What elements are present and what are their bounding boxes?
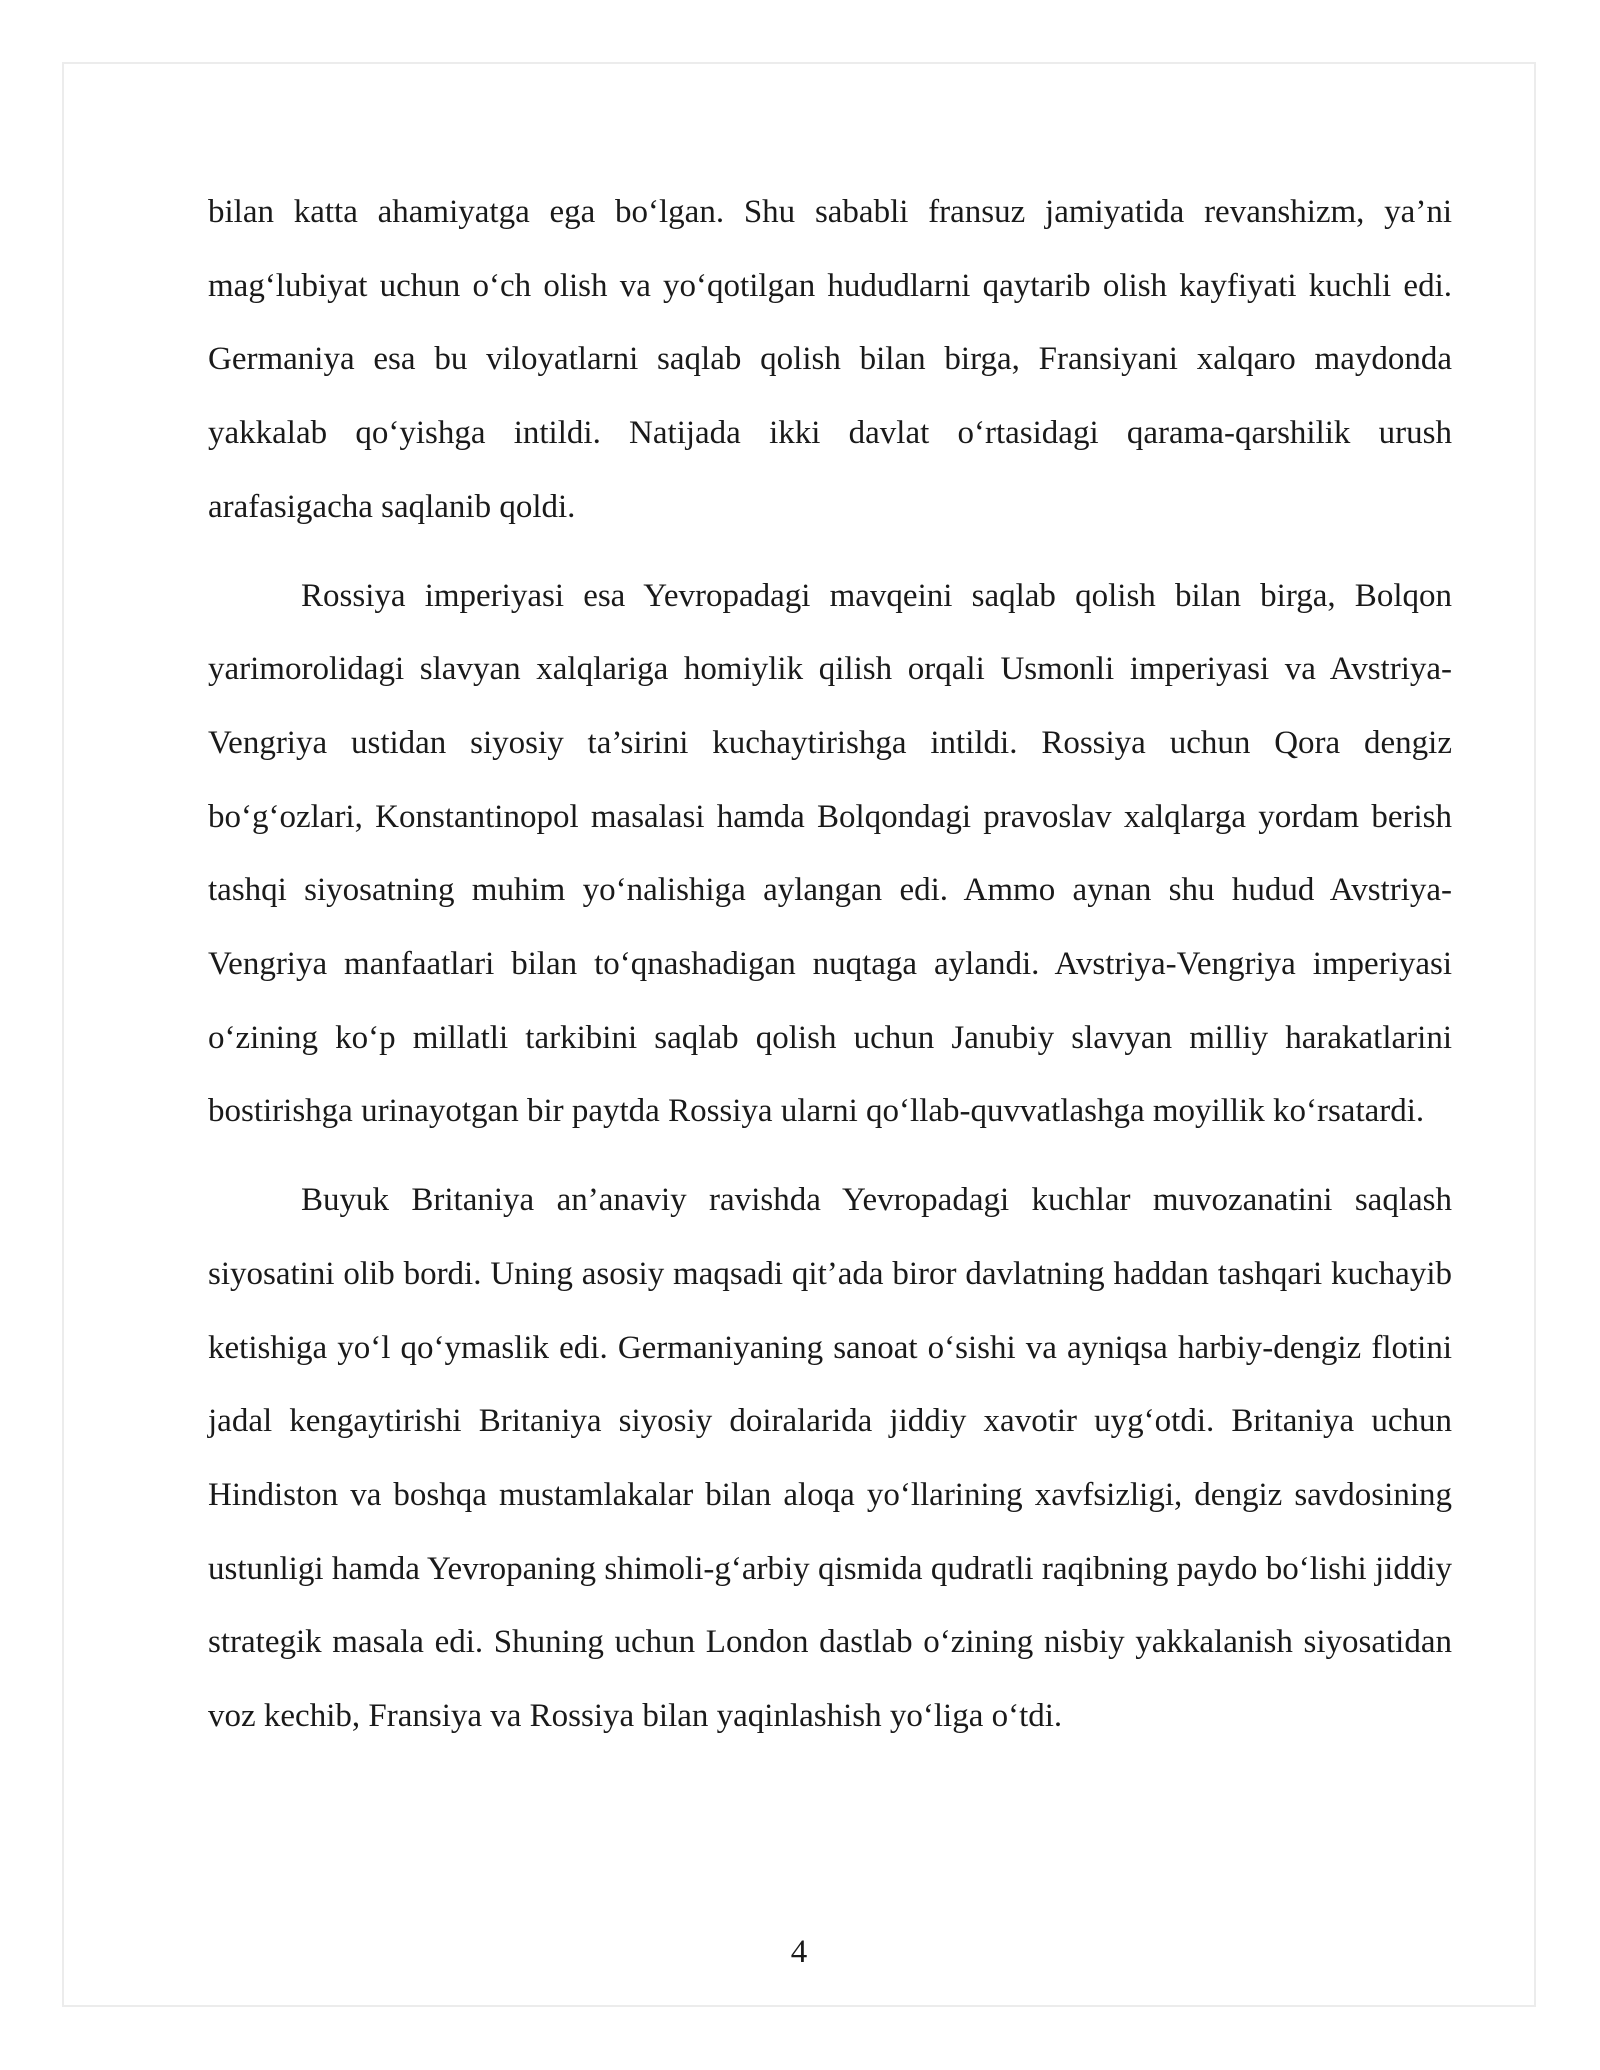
page-number: 4 [790,1934,808,1970]
paragraph-3: Buyuk Britaniya an’anaviy ravishda Yevropadagi kuchlar muvozanatini saqlash siyosatini olib bordi. Uning asosiy maqsadi qit’ada biror davlatning haddan tashqari kuchayib ketishiga yo‘l qo‘ymaslik edi. Germaniyaning sanoat o‘sishi va ayniqsa harbiy-dengiz flotini jadal kengaytirishi Britaniya siyosiy doiralarida jiddiy xavotir uyg‘otdi. Britaniya uchun Hindiston va boshqa mustamlakalar bilan aloqa yo‘llarining xavfsizligi, dengiz savdosining ustunligi hamda Yevropaning shimoli-g‘arbiy qismida qudratli raqibning paydo bo‘lishi jiddiy strategik masala edi. Shuning uchun London dastlab o‘zining nisbiy yakkalanish siyosatidan voz kechib, Fransiya va Rossiya bilan yaqinlashish yo‘liga o‘tdi. [208,1182,1452,1735]
document-page [62,62,1536,2007]
body-text [208,176,1452,1769]
paragraph-2: Rossiya imperiyasi esa Yevropadagi mavqeini saqlab qolish bilan birga, Bolqon yarimorolidagi slavyan xalqlariga homiylik qilish orqali Usmonli imperiyasi va Avstriya-Vengriya ustidan siyosiy ta’sirini kuchaytirishga intildi. Rossiya uchun Qora dengiz bo‘g‘ozlari, Konstantinopol masalasi hamda Bolqondagi pravoslav xalqlarga yordam berish tashqi siyosatning muhim yo‘nalishiga aylangan edi. Ammo aynan shu hudud Avstriya-Vengriya manfaatlari bilan to‘qnashadigan nuqtaga aylandi. Avstriya-Vengriya imperiyasi o‘zining ko‘p millatli tarkibini saqlab qolish uchun Janubiy slavyan milliy harakatlarini bostirishga urinayotgan bir paytda Rossiya ularni qo‘llab-quvvatlashga moyillik ko‘rsatardi. [208,577,1452,1130]
paragraph-1: bilan katta ahamiyatga ega bo‘lgan. Shu sababli fransuz jamiyatida revanshizm, ya’ni mag‘lubiyat uchun o‘ch olish va yo‘qotilgan hududlarni qaytarib olish kayfiyati kuchli edi. Germaniya esa bu viloyatlarni saqlab qolish bilan birga, Fransiyani xalqaro maydonda yakkalab qo‘yishga intildi. Natijada ikki davlat o‘rtasidagi qarama-qarshilik urush arafasigacha saqlanib qoldi. [208,194,1452,525]
